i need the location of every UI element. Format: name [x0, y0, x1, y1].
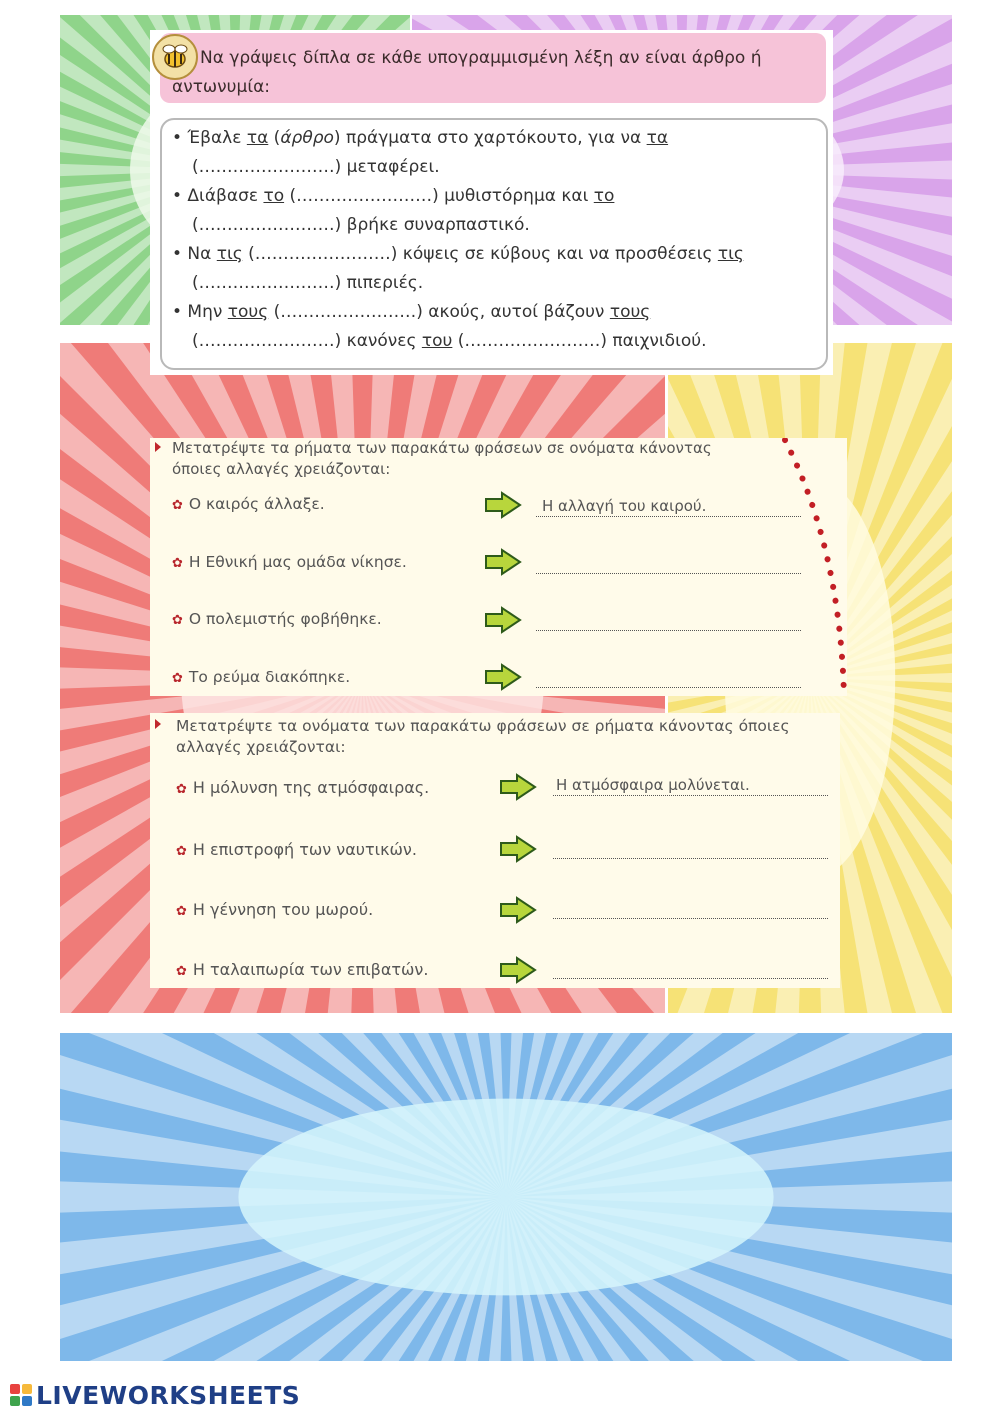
- arrow-icon: [484, 663, 522, 691]
- sentence-2-line-2[interactable]: (……………………) βρήκε συναρπαστικό.: [192, 215, 530, 235]
- underlined-word: τις: [216, 244, 243, 264]
- underlined-word: το: [263, 186, 285, 206]
- exercise3-answer-4[interactable]: [553, 960, 828, 979]
- flower-icon: ✿: [172, 556, 183, 571]
- sentence-2-line-1: • Διάβασε το (……………………) μυθιστόρημα και το: [172, 186, 615, 206]
- arrow-icon: [484, 606, 522, 634]
- blue-burst-panel: [60, 1033, 952, 1361]
- logo-blocks-icon: [10, 1384, 32, 1406]
- example-answer: άρθρο: [280, 128, 334, 148]
- exercise3-instruction: Μετατρέψτε τα ονόματα των παρακάτω φράσεων σε ρήματα κάνοντας όποιες αλλαγές χρειάζονται:: [176, 717, 790, 756]
- exercise3-answer-3[interactable]: [553, 900, 828, 919]
- answer-blank[interactable]: (……………………) μυθιστόρημα και: [284, 186, 594, 206]
- bullet-marker: [155, 719, 161, 729]
- underlined-word: τις: [717, 244, 744, 264]
- underlined-word: τα: [246, 128, 269, 148]
- underlined-word: τους: [227, 302, 269, 322]
- liveworksheets-logo[interactable]: [10, 1380, 300, 1410]
- exercise2-answer-2[interactable]: [536, 555, 801, 574]
- exercise3-row-1: ✿ Η μόλυνση της ατμόσφαιρας.: [176, 778, 430, 797]
- arrow-icon: [484, 491, 522, 519]
- exercise2-instruction: Μετατρέψτε τα ρήματα των παρακάτω φράσεων σε ονόματα κάνοντας όποιες αλλαγές χρειάζονται:: [172, 439, 712, 478]
- exercise1-title: Να γράψεις δίπλα σε κάθε υπογραμμισμένη λέξη αν είναι άρθρο ή αντωνυμία:: [172, 48, 762, 97]
- exercise2-row-2: ✿ Η Εθνική μας ομάδα νίκησε.: [172, 553, 407, 571]
- exercise3-answer-1[interactable]: Η ατμόσφαιρα μολύνεται.: [553, 777, 828, 796]
- answer-blank[interactable]: (……………………) ακούς, αυτοί βάζουν: [268, 302, 610, 322]
- arrow-icon: [499, 835, 537, 863]
- arrow-icon: [499, 896, 537, 924]
- blue-burst-rays: [60, 1033, 952, 1361]
- flower-icon: ✿: [172, 613, 183, 628]
- arrow-icon: [499, 956, 537, 984]
- sentence-4-line-2[interactable]: (……………………) κανόνες του (……………………) παιχνιδιού.: [192, 331, 707, 351]
- exercise2-answer-1[interactable]: Η αλλαγή του καιρού.: [536, 498, 801, 517]
- exercise3-answer-2[interactable]: [553, 840, 828, 859]
- exercise2-row-4: ✿ Το ρεύμα διακόπηκε.: [172, 668, 351, 686]
- underlined-word: τους: [609, 302, 651, 322]
- flower-icon: ✿: [172, 671, 183, 686]
- arrow-icon: [499, 773, 537, 801]
- underlined-word: το: [593, 186, 615, 206]
- exercise2-answer-4[interactable]: [536, 669, 801, 688]
- exercise2-row-1: ✿ Ο καιρός άλλαξε.: [172, 495, 325, 513]
- exercise2-answer-3[interactable]: [536, 612, 801, 631]
- exercise3-row-2: ✿ Η επιστροφή των ναυτικών.: [176, 840, 417, 859]
- underlined-word: τα: [646, 128, 669, 148]
- sentence-3-line-1: • Να τις (……………………) κόψεις σε κύβους και να προσθέσεις τις: [172, 244, 744, 264]
- answer-blank[interactable]: (……………………) κόψεις σε κύβους και να προσθέσεις: [242, 244, 718, 264]
- sentence-4-line-1: • Μην τους (……………………) ακούς, αυτοί βάζουν τους: [172, 302, 651, 322]
- sentence-1-line-1: • Έβαλε τα (άρθρο) πράγματα στο χαρτόκουτο, για να τα: [172, 128, 669, 148]
- flower-icon: ✿: [176, 782, 187, 797]
- exercise3-row-4: ✿ Η ταλαιπωρία των επιβατών.: [176, 960, 429, 979]
- flower-icon: ✿: [176, 904, 187, 919]
- underlined-word: του: [421, 331, 453, 351]
- arrow-icon: [484, 548, 522, 576]
- sentence-1-line-2[interactable]: (……………………) μεταφέρει.: [192, 157, 440, 177]
- sentence-3-line-2[interactable]: (……………………) πιπεριές.: [192, 273, 424, 293]
- exercise3-row-3: ✿ Η γέννηση του μωρού.: [176, 900, 374, 919]
- flower-icon: ✿: [176, 844, 187, 859]
- bullet-marker: [155, 442, 161, 452]
- flower-icon: ✿: [176, 964, 187, 979]
- flower-icon: ✿: [172, 498, 183, 513]
- exercise2-row-3: ✿ Ο πολεμιστής φοβήθηκε.: [172, 610, 382, 628]
- logo-text: LIVEWORKSHEETS: [36, 1380, 301, 1410]
